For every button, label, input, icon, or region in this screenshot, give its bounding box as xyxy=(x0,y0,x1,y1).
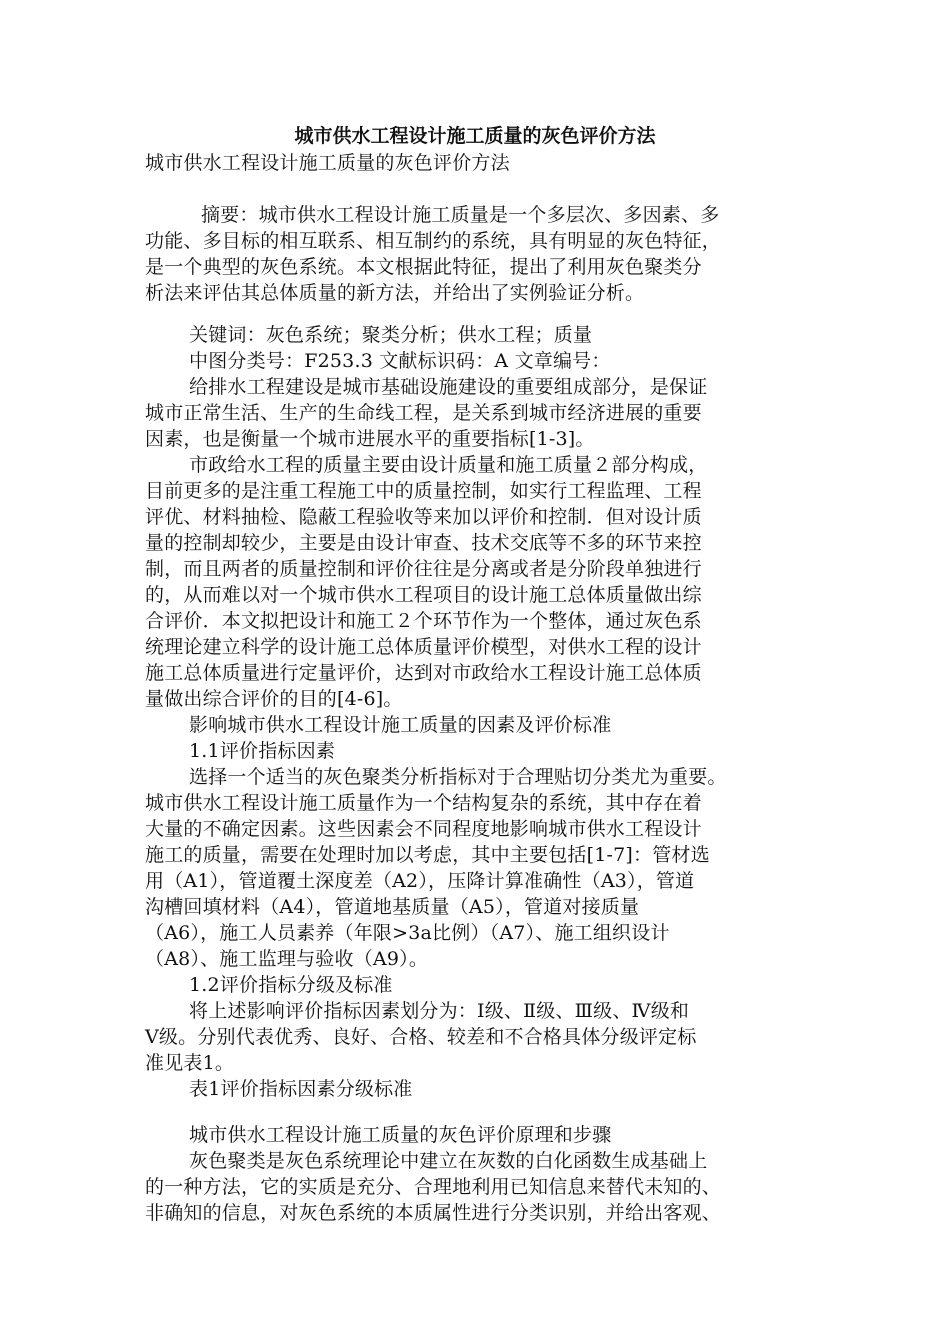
paragraph-line: 量做出综合评价的目的[4-6]。 xyxy=(145,688,403,710)
keywords-line: 关键词：灰色系统；聚类分析；供水工程；质量 xyxy=(189,324,593,346)
document-title: 城市供水工程设计施工质量的灰色评价方法 xyxy=(294,125,656,147)
paragraph-line: 制，而且两者的质量控制和评价往往是分离或者是分阶段单独进行 xyxy=(145,558,702,580)
abstract-line: 功能、多目标的相互联系、相互制约的系统，具有明显的灰色特征， xyxy=(145,230,722,252)
paragraph-line: 城市供水工程设计施工质量作为一个结构复杂的系统，其中存在着 xyxy=(145,792,702,814)
subsection-heading: 1.1评价指标因素 xyxy=(189,740,336,762)
tail-block xyxy=(145,1122,815,1226)
paragraph-line: 目前更多的是注重工程施工中的质量控制，如实行工程监理、工程 xyxy=(145,480,702,502)
paragraph-line: 选择一个适当的灰色聚类分析指标对于合理贴切分类尤为重要。 xyxy=(189,766,727,788)
paragraph-line: 评优、材料抽检、隐蔽工程验收等来加以评价和控制．但对设计质 xyxy=(145,506,702,528)
paragraph-line: Ⅴ级。分别代表优秀、良好、合格、较差和不合格具体分级评定标 xyxy=(145,1026,697,1048)
paragraph-line: 统理论建立科学的设计施工总体质量评价模型，对供水工程的设计 xyxy=(145,636,702,658)
paragraph-line: 的一种方法，它的实质是充分、合理地利用已知信息来替代未知的、 xyxy=(145,1176,722,1198)
paragraph-line: 用（A1），管道覆土深度差（A2），压降计算准确性（A3），管道 xyxy=(145,870,695,892)
table-caption: 表1评价指标因素分级标准 xyxy=(189,1078,413,1100)
abstract-line: 是一个典型的灰色系统。本文根据此特征，提出了利用灰色聚类分 xyxy=(145,256,702,278)
paragraph-line: 施工总体质量进行定量评价，达到对市政给水工程设计施工总体质 xyxy=(145,662,702,684)
paragraph-line: 大量的不确定因素。这些因素会不同程度地影响城市供水工程设计 xyxy=(145,818,702,840)
paragraph-line: 沟槽回填材料（A4），管道地基质量（A5），管道对接质量 xyxy=(145,896,640,918)
paragraph-line: 因素，也是衡量一个城市进展水平的重要指标[1-3]。 xyxy=(145,428,595,450)
classification-line: 中图分类号：F253.3 文献标识码：A 文章编号： xyxy=(189,350,611,372)
subsection-heading: 1.2评价指标分级及标准 xyxy=(189,974,393,996)
paragraph-line: 非确知的信息，对灰色系统的本质属性进行分类识别，并给出客观、 xyxy=(145,1202,722,1224)
section-heading: 影响城市供水工程设计施工质量的因素及评价标准 xyxy=(189,714,612,736)
subtitle-line: 城市供水工程设计施工质量的灰色评价方法 xyxy=(145,152,510,174)
paragraph-line: 将上述影响评价指标因素划分为：Ⅰ级、Ⅱ级、Ⅲ级、Ⅳ级和 xyxy=(189,1000,690,1022)
section-heading: 城市供水工程设计施工质量的灰色评价原理和步骤 xyxy=(189,1124,612,1146)
paragraph-line: 给排水工程建设是城市基础设施建设的重要组成部分，是保证 xyxy=(189,376,708,398)
paragraph-line: 城市正常生活、生产的生命线工程，是关系到城市经济进展的重要 xyxy=(145,402,702,424)
paragraph-line: 施工的质量，需要在处理时加以考虑，其中主要包括[1-7]：管材选 xyxy=(145,844,710,866)
paragraph-line: 准见表1。 xyxy=(145,1052,235,1074)
paragraph-line: 的，从而难以对一个城市供水工程项目的设计施工总体质量做出综 xyxy=(145,584,702,606)
abstract-block xyxy=(145,202,815,306)
paragraph-line: 合评价．本文拟把设计和施工２个环节作为一个整体，通过灰色系 xyxy=(145,610,702,632)
body-block xyxy=(145,322,815,1102)
paragraph-line: （A6），施工人员素养（年限>3a比例）（A7）、施工组织设计 xyxy=(145,922,670,944)
abstract-line: 摘要：城市供水工程设计施工质量是一个多层次、多因素、多 xyxy=(201,204,720,226)
paragraph-line: 灰色聚类是灰色系统理论中建立在灰数的白化函数生成基础上 xyxy=(189,1150,708,1172)
paragraph-line: （A8）、施工监理与验收（A9）。 xyxy=(145,948,429,970)
paragraph-line: 量的控制却较少，主要是由设计审查、技术交底等不多的环节来控 xyxy=(145,532,702,554)
paragraph-line: 市政给水工程的质量主要由设计质量和施工质量２部分构成， xyxy=(189,454,708,476)
document-subtitle xyxy=(145,150,815,176)
abstract-line: 析法来评估其总体质量的新方法，并给出了实例验证分析。 xyxy=(145,282,645,304)
